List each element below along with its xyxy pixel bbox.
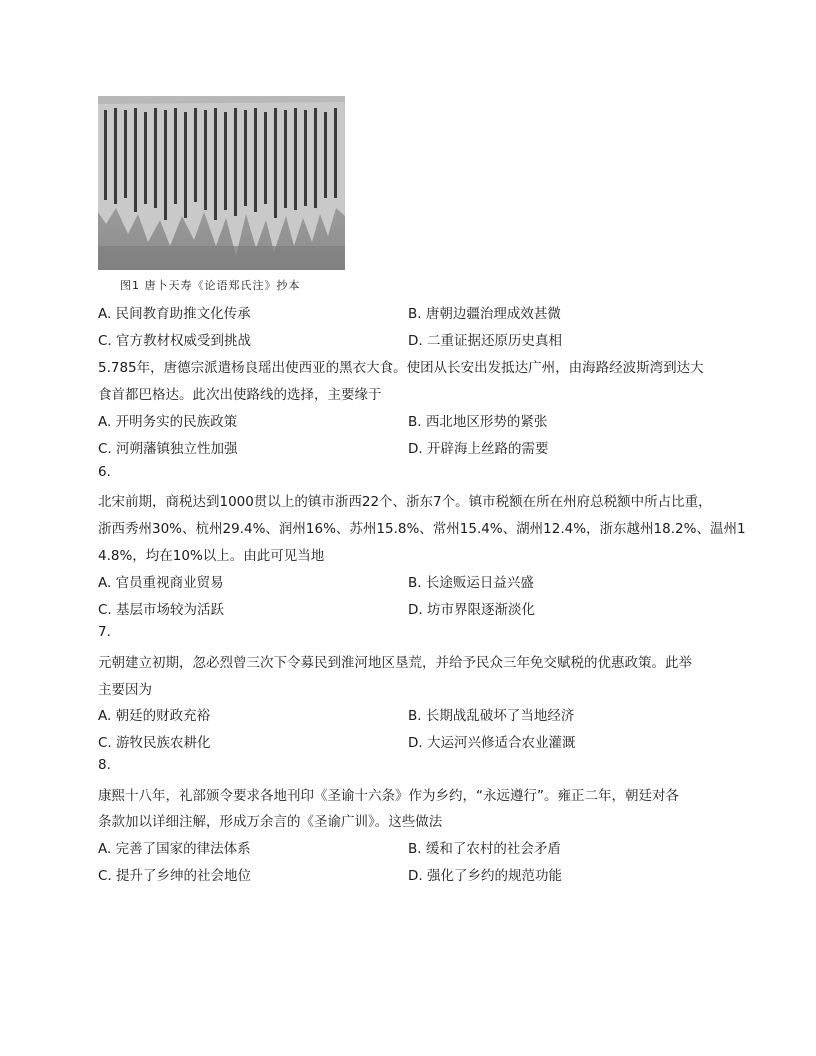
q5-stem-line1: 5.785年，唐德宗派遣杨良瑶出使西亚的黑衣大食。使团从长安出发抵达广州，由海路经波斯湾到达大 xyxy=(98,360,704,376)
manuscript-image xyxy=(98,96,345,270)
q8-number: 8. xyxy=(98,757,111,773)
q4-option-b[interactable]: B. 唐朝边疆治理成效甚微 xyxy=(408,306,561,322)
figure-caption: 图1 唐卜天寿《论语郑氏注》抄本 xyxy=(120,279,301,292)
q7-option-b[interactable]: B. 长期战乱破坏了当地经济 xyxy=(408,708,575,724)
q7-option-d[interactable]: D. 大运河兴修适合农业灌溉 xyxy=(408,735,576,751)
q5-option-a[interactable]: A. 开明务实的民族政策 xyxy=(98,414,238,430)
q5-option-c[interactable]: C. 河朔藩镇独立性加强 xyxy=(98,441,238,457)
q4-option-a[interactable]: A. 民间教育助推文化传承 xyxy=(98,306,251,322)
q7-option-a[interactable]: A. 朝廷的财政充裕 xyxy=(98,708,211,724)
q6-option-d[interactable]: D. 坊市界限逐渐淡化 xyxy=(408,602,535,618)
q8-option-c[interactable]: C. 提升了乡绅的社会地位 xyxy=(98,868,252,884)
q7-stem-line2: 主要因为 xyxy=(98,682,152,698)
q8-stem-line1: 康熙十八年，礼部颁令要求各地刊印《圣谕十六条》作为乡约，“永远遵行”。雍正二年，朝廷对各 xyxy=(98,788,679,804)
q8-option-b[interactable]: B. 缓和了农村的社会矛盾 xyxy=(408,841,561,857)
q6-option-c[interactable]: C. 基层市场较为活跃 xyxy=(98,602,225,618)
manuscript-photo xyxy=(98,96,345,270)
q4-option-d[interactable]: D. 二重证据还原历史真相 xyxy=(408,333,562,349)
q5-option-b[interactable]: B. 西北地区形势的紧张 xyxy=(408,414,548,430)
q6-stem-line3: 4.8%，均在10%以上。由此可见当地 xyxy=(98,548,325,564)
q7-number: 7. xyxy=(98,624,111,640)
q4-option-c[interactable]: C. 官方教材权威受到挑战 xyxy=(98,333,252,349)
q6-stem-line1: 北宋前期，商税达到1000贯以上的镇市浙西22个、浙东7个。镇市税额在所在州府总税额中所占比重， xyxy=(98,494,712,510)
q5-option-d[interactable]: D. 开辟海上丝路的需要 xyxy=(408,441,549,457)
q7-option-c[interactable]: C. 游牧民族农耕化 xyxy=(98,735,211,751)
q8-stem-line2: 条款加以详细注解，形成万余言的《圣谕广训》。这些做法 xyxy=(98,814,443,830)
q8-option-a[interactable]: A. 完善了国家的律法体系 xyxy=(98,841,251,857)
q6-option-b[interactable]: B. 长途贩运日益兴盛 xyxy=(408,575,534,591)
q6-option-a[interactable]: A. 官员重视商业贸易 xyxy=(98,575,224,591)
q5-stem-line2: 食首都巴格达。此次出使路线的选择，主要缘于 xyxy=(98,387,382,403)
q6-number: 6. xyxy=(98,464,111,480)
q7-stem-line1: 元朝建立初期，忽必烈曾三次下令募民到淮河地区垦荒，并给予民众三年免交赋税的优惠政策。此举 xyxy=(98,655,692,671)
q8-option-d[interactable]: D. 强化了乡约的规范功能 xyxy=(408,868,562,884)
q6-stem-line2: 浙西秀州30%、杭州29.4%、润州16%、苏州15.8%、常州15.4%、湖州12.4%，浙东越州18.2%、温州1 xyxy=(98,521,746,537)
